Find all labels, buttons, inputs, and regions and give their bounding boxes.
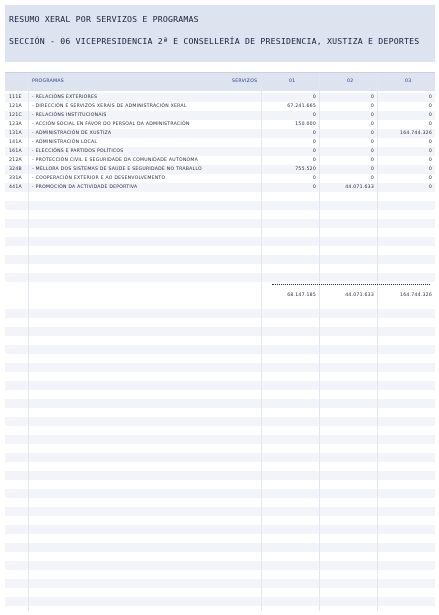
table-row [5,102,435,111]
value-01: 0 [312,140,316,145]
program-code: 121A [9,104,22,109]
table-row [5,120,435,129]
empty-row [5,471,435,480]
program-code: 141A [9,140,22,145]
program-code: 121C [9,113,22,118]
column-divider [319,73,320,611]
value-02: 0 [370,176,374,181]
header-programs: PROGRAMAS [32,79,65,84]
empty-row [5,264,435,273]
value-01: 67.241.665 [287,104,316,109]
empty-row [5,480,435,489]
table-row [5,174,435,183]
column-divider [261,73,262,611]
empty-row [5,237,435,246]
total-03: 164.744.326 [400,293,432,298]
value-01: 755.520 [295,167,316,172]
value-03: 0 [428,149,432,154]
empty-row [5,561,435,570]
empty-row [5,354,435,363]
empty-row [5,552,435,561]
value-02: 0 [370,104,374,109]
program-code: 441A [9,185,22,190]
program-description: - MELLORA DOS SISTEMAS DE SAÚDE E SEGURIDADE NO TRABALLO [32,167,202,172]
header-col-02: 02 [347,79,354,84]
empty-row [5,228,435,237]
empty-row [5,336,435,345]
table-row [5,183,435,192]
table-row [5,93,435,102]
header-col-01: 01 [289,79,296,84]
empty-row [5,579,435,588]
empty-row [5,192,435,201]
value-02: 0 [370,131,374,136]
program-description: - RELACIÓNS EXTERIORES [32,95,98,100]
program-description: - ELECCIÓNS E PARTIDOS POLÍTICOS [32,149,124,154]
value-02: 0 [370,122,374,127]
value-01: 0 [312,131,316,136]
empty-row [5,534,435,543]
report-title: RESUMO XERAL POR SERVIZOS E PROGRAMAS [9,14,199,24]
total-02: 44.071.633 [345,293,374,298]
empty-row [5,444,435,453]
value-03: 0 [428,122,432,127]
column-divider [377,73,378,611]
empty-row [5,246,435,255]
empty-row [5,408,435,417]
value-01: 0 [312,176,316,181]
program-description: - RELACIÓNS INSTITUCIONAIS [32,113,107,118]
empty-row [5,390,435,399]
empty-row [5,435,435,444]
value-03: 0 [428,176,432,181]
value-02: 0 [370,113,374,118]
empty-row [5,399,435,408]
empty-row [5,588,435,597]
empty-row [5,345,435,354]
value-02: 0 [370,140,374,145]
header-col-03: 03 [405,79,412,84]
value-01: 0 [312,149,316,154]
table-row [5,111,435,120]
value-01: 150.000 [295,122,316,127]
total-01: 68.147.185 [287,293,316,298]
program-description: - ACCIÓN SOCIAL EN FAVOR DO PERSOAL DA ADMINISTRACIÓN [32,122,190,127]
table-row [5,129,435,138]
empty-row [5,489,435,498]
empty-row [5,507,435,516]
value-02: 44.071.633 [345,185,374,190]
totals-row [5,291,435,300]
program-description: - COOPERACIÓN EXTERIOR E AO DESENVOLVEMENTO [32,176,166,181]
empty-row [5,309,435,318]
program-code: 331A [9,176,22,181]
empty-row [5,462,435,471]
table-header [5,73,435,91]
table-row [5,147,435,156]
value-01: 0 [312,95,316,100]
value-03: 0 [428,104,432,109]
program-description: - PROTECCIÓN CIVIL E SEGURIDADE DA COMUNIDADE AUTÓNOMA [32,158,198,163]
program-code: 161A [9,149,22,154]
header-services: SERVIZOS [232,79,258,84]
value-03: 164.744.326 [400,131,432,136]
empty-row [5,543,435,552]
empty-row [5,381,435,390]
empty-row [5,300,435,309]
table-row [5,165,435,174]
empty-row [5,201,435,210]
empty-row [5,453,435,462]
empty-row [5,417,435,426]
empty-row [5,525,435,534]
value-03: 0 [428,113,432,118]
program-description: - ADMINISTRACIÓN LOCAL [32,140,98,145]
empty-row [5,597,435,606]
empty-row [5,426,435,435]
empty-row [5,372,435,381]
totals-separator [272,284,430,287]
value-03: 0 [428,140,432,145]
empty-row [5,570,435,579]
report-header [5,5,435,62]
program-code: 131A [9,131,22,136]
value-01: 0 [312,185,316,190]
empty-row [5,255,435,264]
table-row [5,138,435,147]
value-03: 0 [428,158,432,163]
empty-row [5,210,435,219]
program-code: 123A [9,122,22,127]
table-row [5,156,435,165]
empty-row [5,219,435,228]
value-01: 0 [312,158,316,163]
program-code: 111E [9,95,22,100]
program-code: 212A [9,158,22,163]
empty-row [5,363,435,372]
value-02: 0 [370,149,374,154]
value-02: 0 [370,167,374,172]
empty-row [5,498,435,507]
value-03: 0 [428,185,432,190]
program-description: - PROMOCIÓN DA ACTIVIDADE DEPORTIVA [32,185,138,190]
value-03: 0 [428,95,432,100]
value-02: 0 [370,158,374,163]
empty-row [5,327,435,336]
program-code: 324B [9,167,22,172]
empty-row [5,516,435,525]
empty-row [5,273,435,282]
value-01: 0 [312,113,316,118]
summary-table [5,72,435,611]
column-divider [28,73,29,611]
value-03: 0 [428,167,432,172]
section-title: SECCIÓN - 06 VICEPRESIDENCIA 2ª E CONSELLERÍA DE PRESIDENCIA, XUSTIZA E DEPORTES [9,36,420,46]
empty-row [5,318,435,327]
program-description: - ADMINISTRACIÓN DE XUSTIZA [32,131,112,136]
value-02: 0 [370,95,374,100]
program-description: - DIRECCIÓN E SERVIZOS XERAIS DE ADMINISTRACIÓN XERAL [32,104,187,109]
